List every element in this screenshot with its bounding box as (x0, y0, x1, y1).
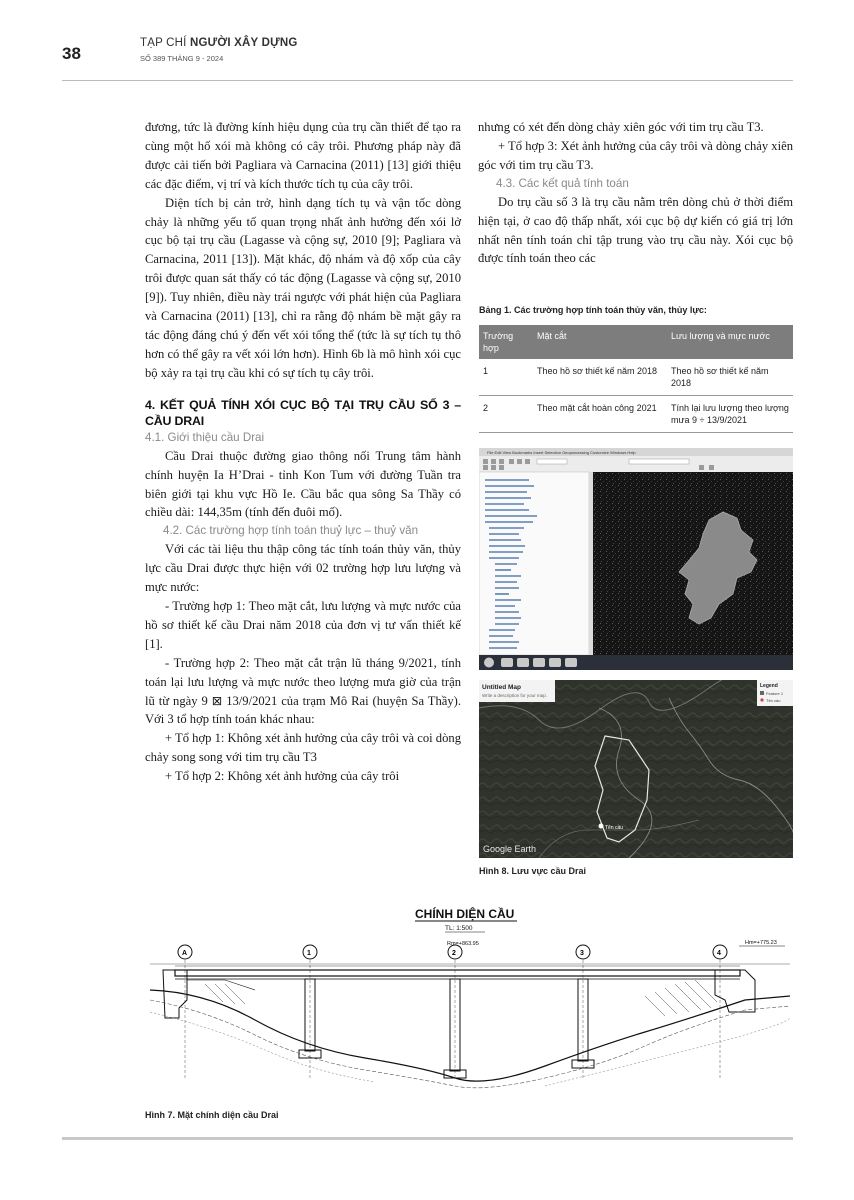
axis-label: 3 (580, 950, 584, 957)
column-header: Mặt cắt (533, 325, 667, 359)
subsection-heading: 4.2. Các trường hợp tính toán thuỷ lực – thuỷ văn (163, 524, 419, 538)
elevation-label: Hm=+775.23 (745, 940, 777, 946)
paragraph: + Tổ hợp 3: Xét ảnh hưởng của cây trôi và dòng chảy xiên góc với tim trụ cầu T3. (478, 138, 793, 172)
right-column (478, 118, 793, 268)
table-row (479, 359, 793, 396)
table-cell: Tính lại lưu lượng theo lượng mưa 9 ÷ 13/9/2021 (667, 396, 793, 433)
drawing-title: CHÍNH DIỆN CẦU (415, 907, 515, 921)
issue-info: SỐ 389 THÁNG 9 - 2024 (140, 54, 224, 63)
google-earth-watermark: Google Earth (483, 844, 537, 854)
bridge-marker (599, 824, 604, 829)
drawing-scale: TL: 1:500 (445, 925, 473, 932)
subsection-heading: 4.3. Các kết quả tính toán (496, 176, 629, 190)
cases-table (479, 325, 793, 433)
table-header-row (479, 325, 793, 359)
journal-prefix: TẠP CHÍ (140, 37, 190, 49)
table-cell: 2 (479, 396, 533, 433)
map-title: Untitled Map (482, 684, 521, 691)
footer-rule (62, 1137, 793, 1140)
axis-label: 1 (307, 950, 311, 957)
table-cell: Theo mặt cắt hoàn công 2021 (533, 396, 667, 433)
axis-label: 4 (717, 950, 721, 957)
table-caption: Bảng 1. Các trường hợp tính toán thủy văn, thủy lực: (479, 305, 707, 315)
paragraph: đương, tức là đường kính hiệu dụng của trụ cần thiết để tạo ra cùng một hố xói mà không có cây trôi. Phương pháp này đã được cải tiến bởi Pagliara và Carnacina (2011) [13] giới thiệu các đặc điểm, vị trí và kích thước tích tụ của cây trôi. (145, 120, 461, 191)
paragraph: Diện tích bị cản trở, hình dạng tích tụ và vận tốc dòng chảy là những yếu tố quan trọng nhất ảnh hưởng đến xói lở cục bộ tại trụ cầu (Lagasse và cộng sự, 2010 [9]; Pagliara và Carnacina, 2011 [13]). Mặt khác, độ nhám và độ xốp của cây trôi được quan sát thấy có tác động (Lagasse và cộng sự, 2010 [9]). Tuy nhiên, điều này trái ngược với phát hiện của Pagliara và Carnacina (2011) [13], chỉ ra rằng độ nhám bề mặt gây ra tác động đáng chú ý đến vết xói tổng thể (tức là sự tích tụ thô hơn có thể gây ra vết xói lớn hơn). Hình 6b là mô hình xói cục bộ xảy ra tại trụ cầu khi có sự tích tụ cây trôi. (145, 195, 461, 380)
menu-bar: File Edit View Bookmarks Insert Selection Geoprocessing Customize Windows Help (487, 450, 636, 455)
slope-hatch (205, 980, 717, 1016)
table-cell: 1 (479, 359, 533, 396)
paragraph: Với các tài liệu thu thập công tác tính toán thủy văn, thủy lực cầu Drai được thực hiện với 02 trường hợp lưu lượng và mực nước: (145, 542, 461, 595)
section-heading: 4. KẾT QUẢ TÍNH XÓI CỤC BỘ TẠI TRỤ CẦU SỐ 3 – CẦU DRAI (145, 397, 461, 428)
bridge-deck (175, 970, 740, 976)
axis-markers (178, 945, 727, 959)
legend-item: Tên cầu (766, 698, 781, 703)
paragraph: + Tổ hợp 2: Không xét ảnh hưởng của cây trôi (165, 769, 400, 784)
axis-label: A (182, 950, 188, 957)
bridge-marker-label: Tên cầu (605, 825, 624, 831)
axis-label: 2 (452, 950, 456, 957)
legend-title: Legend (760, 683, 778, 689)
header-rule (62, 80, 793, 81)
column-header: Trường hợp (479, 325, 533, 359)
paragraph: - Trường hợp 2: Theo mặt cắt trận lũ tháng 9/2021, tính toán lại lưu lượng và mực nước theo lượng mưa giờ của trận lũ từ ngày 9 ⊠ 13/9/2021 của trạm Mô Rai (huyện Sa Thầy). Với 3 tổ hợp tính toán khác nhau: (145, 655, 461, 727)
table-cell: Theo hồ sơ thiết kế năm 2018 (533, 359, 667, 396)
paragraph: Cầu Drai thuộc đường giao thông nối Trung tâm hành chính huyện Ia H’Drai - tỉnh Kon Tum với đường Tuần tra biên giới tại khu vực Hồ Ie. Cầu bắc qua sông Sa Thầy có chiều dài: 144,35m (tính đến đuôi mố). (145, 448, 461, 520)
paragraph: - Trường hợp 1: Theo mặt cắt, lưu lượng và mực nước của hồ sơ thiết kế cầu Drai năm 2018 của đơn vị tư vấn thiết kế [1]. (145, 599, 461, 651)
google-earth-map (479, 680, 793, 858)
ground-profile (150, 990, 790, 1081)
paragraph: nhưng có xét đến dòng chảy xiên góc với tim trụ cầu T3. (478, 120, 764, 134)
map-subtitle: Write a description for your map. (482, 693, 547, 698)
bridge-piers (299, 979, 594, 1078)
journal-title (140, 37, 297, 49)
table-row (479, 396, 793, 433)
figure-8-caption: Hình 8. Lưu vực cầu Drai (479, 866, 587, 876)
legend-item: Feature 1 (766, 691, 784, 696)
elevation-label: Rm=+863.95 (447, 941, 479, 947)
gis-screenshot (479, 448, 793, 670)
page-number: 38 (62, 44, 81, 63)
gis-window (479, 448, 793, 670)
figure-7-caption: Hình 7. Mặt chính diện cầu Drai (145, 1110, 279, 1120)
bridge-elevation-drawing (145, 900, 795, 1090)
column-header: Lưu lượng và mực nước (667, 325, 793, 359)
paragraph: + Tổ hợp 1: Không xét ảnh hưởng của cây trôi và coi dòng chảy song song với tim trụ cầu T3 (145, 731, 461, 765)
paragraph: Do trụ cầu số 3 là trụ cầu nằm trên dòng chủ ở thời điểm hiện tại, ở cao độ thấp nhất, xói cục bộ dự kiến có giá trị lớn nhất nên tính toán chỉ tập trung vào trụ cầu này. Xói cục bộ được tính toán theo các (478, 194, 793, 266)
journal-name: NGƯỜI XÂY DỰNG (189, 37, 298, 49)
subsection-heading: 4.1. Giới thiệu cầu Drai (145, 430, 265, 444)
table-cell: Theo hồ sơ thiết kế năm 2018 (667, 359, 793, 396)
left-column (145, 118, 461, 786)
